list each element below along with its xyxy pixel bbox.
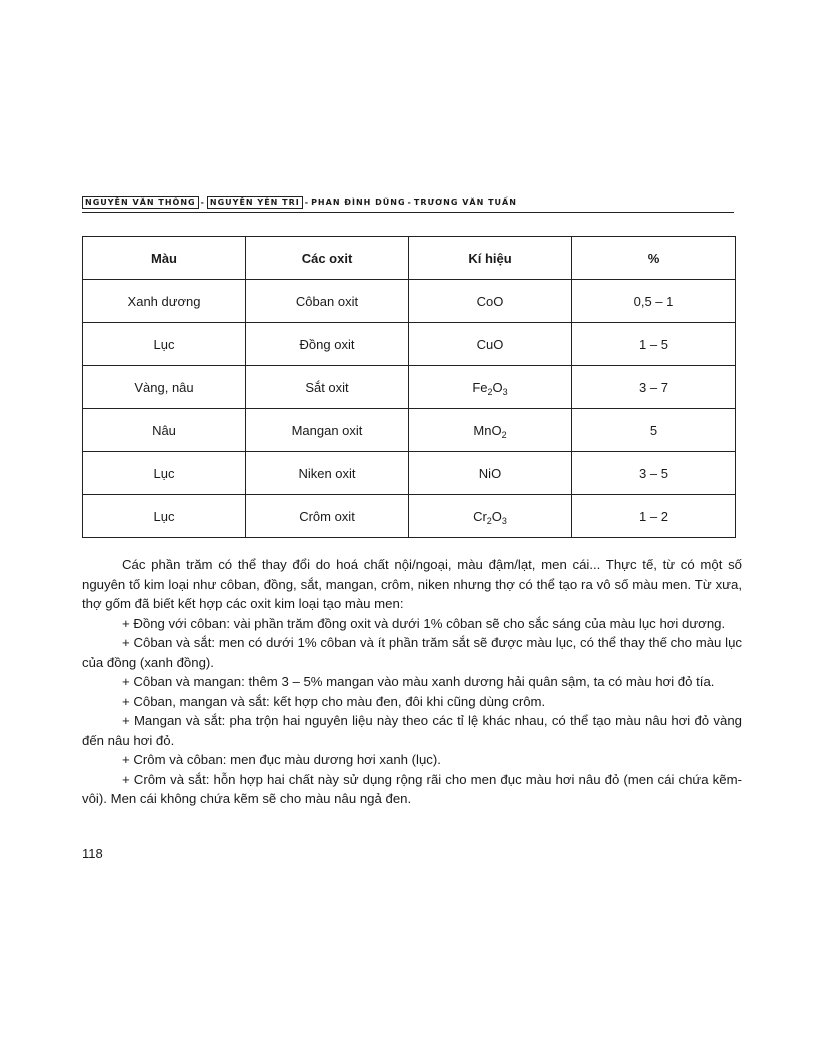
- cell-oxide: Mangan oxit: [246, 409, 409, 452]
- cell-color: Vàng, nâu: [83, 366, 246, 409]
- combination-item: + Côban, mangan và sắt: kết hợp cho màu đen, đôi khi cũng dùng crôm.: [122, 693, 546, 709]
- header-author-1: NGUYỄN VĂN THÔNG: [82, 196, 199, 209]
- formula-subscript: 2: [486, 515, 492, 526]
- cell-percent: 3 – 7: [572, 366, 736, 409]
- header-author-2: NGUYỄN YÊN TRI: [207, 196, 303, 209]
- header-separator: -: [407, 198, 412, 207]
- formula-text: Cr: [473, 508, 487, 524]
- cell-oxide: Đồng oxit: [246, 323, 409, 366]
- combination-item: + Mangan và sắt: pha trộn hai nguyên liệu này theo các tỉ lệ khác nhau, có thể tạo màu nâu hơi đỏ vàng đến nâu hơi đỏ.: [82, 713, 742, 748]
- cell-percent: 1 – 2: [572, 495, 736, 538]
- table-row: [83, 452, 736, 495]
- formula-subscript: 2: [501, 429, 507, 440]
- cell-symbol: CoO: [409, 280, 572, 323]
- combination-item: + Crôm và sắt: hỗn hợp hai chất này sử dụng rộng rãi cho men đục màu hơi nâu đỏ (men cái chứa kẽm-vôi). Men cái không chứa kẽm sẽ cho màu nâu ngả đen.: [82, 771, 742, 806]
- cell-oxide: Sắt oxit: [246, 366, 409, 409]
- formula-text: O: [491, 508, 502, 524]
- header-author-3: PHAN ĐÌNH DŨNG: [311, 198, 406, 207]
- page-number: 118: [82, 846, 103, 861]
- cell-symbol: NiO: [409, 452, 572, 495]
- combination-item: + Côban và mangan: thêm 3 – 5% mangan vào màu xanh dương hải quân sậm, ta có màu hơi đỏ tía.: [122, 674, 715, 689]
- table-row: [83, 409, 736, 452]
- cell-percent: 5: [572, 409, 736, 452]
- cell-symbol: CuO: [409, 323, 572, 366]
- formula-subscript: 2: [487, 386, 493, 397]
- cell-color: Xanh dương: [83, 280, 246, 323]
- formula-text: Fe: [472, 379, 488, 395]
- cell-symbol: [409, 495, 572, 538]
- table-row: [83, 366, 736, 409]
- header-separator: -: [304, 198, 310, 207]
- header-separator: -: [200, 198, 205, 207]
- combination-item: + Crôm và côban: men đục màu dương hơi xanh (lục).: [122, 752, 441, 767]
- cell-percent: 3 – 5: [572, 452, 736, 495]
- cell-symbol: [409, 366, 572, 409]
- cell-color: Lục: [83, 452, 246, 495]
- cell-color: Nâu: [83, 409, 246, 452]
- formula-subscript: 3: [501, 515, 507, 526]
- running-header: [82, 196, 734, 213]
- formula-subscript: 3: [502, 386, 508, 397]
- formula-text: O: [492, 379, 503, 395]
- combination-item: + Côban và sắt: men có dưới 1% côban và ít phần trăm sắt sẽ được màu lục, có thể thay thế cho màu lục của đồng (xanh đồng).: [82, 635, 742, 670]
- table-row: [83, 280, 736, 323]
- cell-color: Lục: [83, 495, 246, 538]
- cell-oxide: Niken oxit: [246, 452, 409, 495]
- oxide-color-table: [82, 236, 736, 538]
- cell-oxide: Crôm oxit: [246, 495, 409, 538]
- table-row: [83, 495, 736, 538]
- cell-symbol: [409, 409, 572, 452]
- cell-oxide: Côban oxit: [246, 280, 409, 323]
- combination-item: + Đồng với côban: vài phần trăm đồng oxit và dưới 1% côban sẽ cho sắc sáng của màu lục hơi dương.: [122, 615, 726, 631]
- column-header-percent: %: [572, 237, 736, 280]
- column-header-oxide: Các oxit: [246, 237, 409, 280]
- intro-paragraph: Các phần trăm có thể thay đổi do hoá chất nội/ngoại, màu đậm/lạt, men cái... Thực tế, từ có một số nguyên tố kim loại như côban, đồng, sắt, mangan, crôm, niken nhưng thợ có thể tạo ra vô số màu men. Từ xưa, thợ gốm đã biết kết hợp các oxit kim loại tạo màu men:: [82, 557, 742, 611]
- header-author-4: TRƯƠNG VĂN TUẤN: [413, 198, 517, 207]
- column-header-color: Màu: [83, 237, 246, 280]
- formula-text: MnO: [473, 422, 502, 438]
- cell-color: Lục: [83, 323, 246, 366]
- cell-percent: 1 – 5: [572, 323, 736, 366]
- table-header-row: [83, 237, 736, 280]
- table-row: [83, 323, 736, 366]
- cell-percent: 0,5 – 1: [572, 280, 736, 323]
- body-text: [82, 555, 742, 809]
- column-header-symbol: Kí hiệu: [409, 237, 572, 280]
